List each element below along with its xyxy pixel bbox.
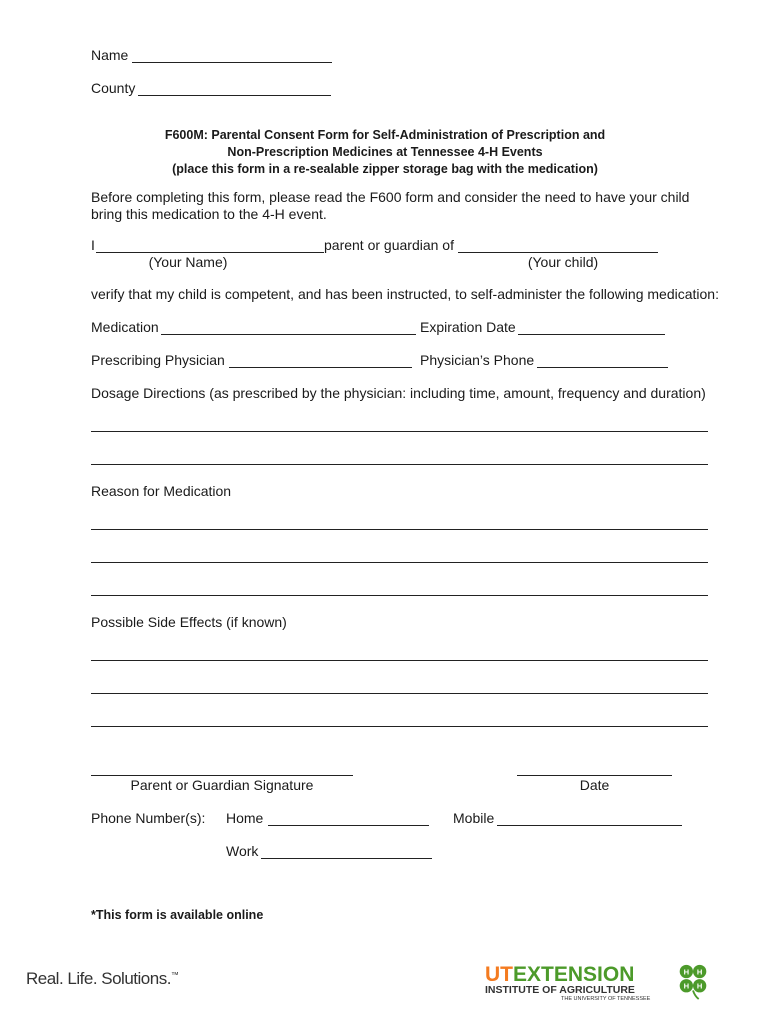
tagline-tm: ™ bbox=[170, 970, 179, 980]
form-title-text: : Parental Consent Form for Self-Administration of Prescription and bbox=[203, 128, 606, 142]
medication-field[interactable] bbox=[161, 334, 416, 335]
reason-line-1[interactable] bbox=[91, 529, 708, 530]
svg-text:H: H bbox=[696, 981, 703, 991]
county-label: County bbox=[91, 80, 136, 96]
svg-text:H: H bbox=[696, 967, 703, 977]
four-h-clover-icon bbox=[674, 962, 712, 1000]
your-name-caption: (Your Name) bbox=[148, 254, 228, 270]
prescribing-physician-label: Prescribing Physician bbox=[91, 352, 225, 368]
logo-university-text: THE UNIVERSITY OF TENNESSEE bbox=[561, 996, 651, 1002]
guardian-prefix: I bbox=[91, 237, 95, 253]
name-label: Name bbox=[91, 47, 129, 63]
signature-field[interactable] bbox=[91, 775, 353, 776]
child-name-field[interactable] bbox=[458, 252, 658, 253]
reason-label: Reason for Medication bbox=[91, 483, 232, 499]
side-effects-line-3[interactable] bbox=[91, 726, 708, 727]
date-label: Date bbox=[579, 777, 610, 793]
reason-line-2[interactable] bbox=[91, 562, 708, 563]
guardian-name-field[interactable] bbox=[96, 252, 324, 253]
intro-line2: bring this medication to the 4-H event. bbox=[91, 206, 327, 222]
guardian-middle-text: parent or guardian of bbox=[324, 237, 454, 253]
expiration-date-label: Expiration Date bbox=[420, 319, 516, 335]
dosage-line-2[interactable] bbox=[91, 464, 708, 465]
home-phone-label: Home bbox=[226, 810, 264, 826]
ut-extension-logo bbox=[485, 962, 657, 1002]
logo-extension-text: EXTENSION bbox=[513, 963, 635, 986]
reason-line-3[interactable] bbox=[91, 595, 708, 596]
work-phone-label: Work bbox=[226, 843, 259, 859]
form-title-line3: (place this form in a re-sealable zipper storage bag with the medication) bbox=[172, 162, 598, 176]
phone-numbers-label: Phone Number(s): bbox=[91, 810, 206, 826]
physicians-phone-field[interactable] bbox=[537, 367, 668, 368]
date-field[interactable] bbox=[517, 775, 672, 776]
medication-label: Medication bbox=[91, 319, 159, 335]
home-phone-field[interactable] bbox=[268, 825, 429, 826]
tagline-text: Real. Life. Solutions. bbox=[26, 969, 171, 988]
prescribing-physician-field[interactable] bbox=[229, 367, 412, 368]
verify-text: verify that my child is competent, and has been instructed, to self-administer the following medication: bbox=[91, 286, 719, 302]
your-child-caption: (Your child) bbox=[527, 254, 599, 270]
intro-line1: Before completing this form, please read the F600 form and consider the need to have your child bbox=[91, 189, 690, 205]
dosage-line-1[interactable] bbox=[91, 431, 708, 432]
work-phone-field[interactable] bbox=[261, 858, 432, 859]
footer-tagline bbox=[26, 969, 178, 989]
form-title-line2: Non-Prescription Medicines at Tennessee 4-H Events bbox=[227, 145, 543, 159]
logo-institute-text: INSTITUTE OF AGRICULTURE bbox=[485, 984, 635, 996]
svg-text:H: H bbox=[683, 981, 690, 991]
side-effects-label: Possible Side Effects (if known) bbox=[91, 614, 287, 630]
form-title-line1 bbox=[0, 127, 770, 144]
name-field[interactable] bbox=[132, 62, 332, 63]
expiration-date-field[interactable] bbox=[518, 334, 665, 335]
mobile-phone-label: Mobile bbox=[453, 810, 495, 826]
form-code: F600M bbox=[164, 128, 204, 142]
svg-text:H: H bbox=[683, 967, 690, 977]
side-effects-line-1[interactable] bbox=[91, 660, 708, 661]
signature-label: Parent or Guardian Signature bbox=[130, 777, 314, 793]
county-field[interactable] bbox=[138, 95, 331, 96]
intro-paragraph bbox=[91, 189, 711, 223]
dosage-label: Dosage Directions (as prescribed by the physician: including time, amount, frequency and duration) bbox=[91, 385, 706, 401]
available-online-note: *This form is available online bbox=[91, 908, 264, 922]
logo-ut-mark: UT bbox=[485, 963, 513, 986]
physicians-phone-label: Physician’s Phone bbox=[420, 352, 535, 368]
side-effects-line-2[interactable] bbox=[91, 693, 708, 694]
mobile-phone-field[interactable] bbox=[497, 825, 682, 826]
